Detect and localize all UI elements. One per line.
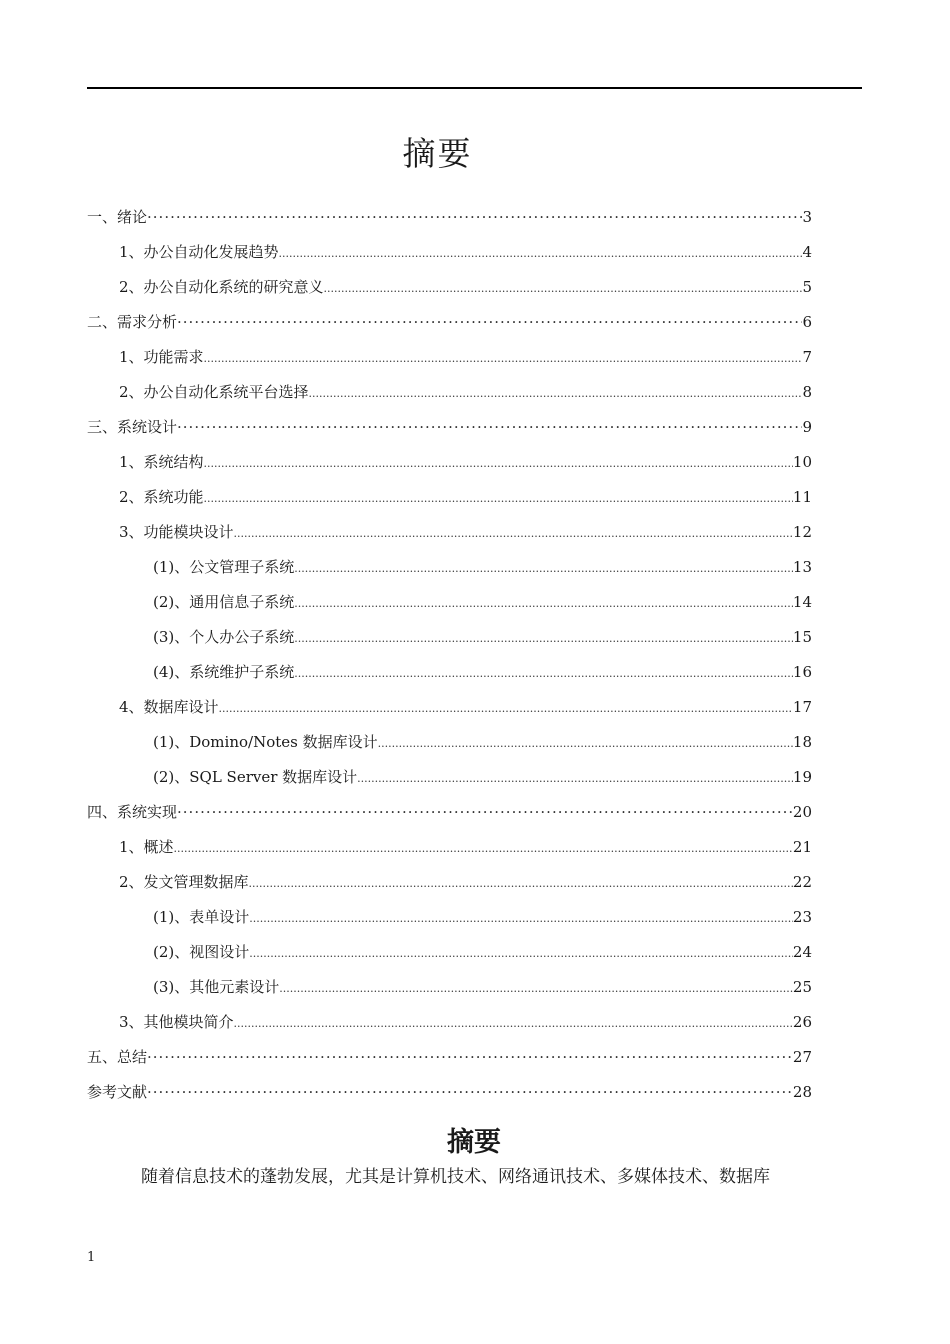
toc-entry-label: (1)、Domino/Notes 数据库设计 — [153, 733, 378, 751]
toc-leader-dots — [294, 620, 793, 656]
toc-entry-label: 五、总结 — [87, 1048, 148, 1066]
toc-entry[interactable] — [87, 830, 812, 865]
toc-entry[interactable] — [87, 340, 812, 375]
toc-entry-page: 25 — [792, 978, 812, 996]
toc-entry-page: 21 — [792, 838, 812, 856]
toc-entry-label: 2、办公自动化系统平台选择 — [119, 383, 309, 401]
header-rule — [87, 87, 862, 89]
toc-leader-dots — [177, 795, 793, 830]
toc-entry[interactable] — [87, 760, 812, 795]
page-number: 1 — [87, 1250, 96, 1265]
toc-entry[interactable] — [87, 480, 812, 515]
toc-entry-label: (1)、公文管理子系统 — [153, 558, 295, 576]
toc-entry-label: 1、办公自动化发展趋势 — [119, 243, 279, 261]
toc-leader-dots — [249, 865, 793, 901]
toc-leader-dots — [147, 200, 802, 235]
toc-leader-dots — [294, 655, 793, 691]
toc-entry-label: 4、数据库设计 — [119, 698, 219, 716]
toc-entry-label: 3、功能模块设计 — [119, 523, 234, 541]
toc-entry-label: 3、其他模块简介 — [119, 1013, 234, 1031]
toc-entry[interactable] — [87, 690, 812, 725]
toc-leader-dots — [378, 725, 793, 761]
toc-entry-label: 2、办公自动化系统的研究意义 — [119, 278, 324, 296]
toc-entry[interactable] — [87, 795, 812, 830]
toc-entry-page: 5 — [802, 278, 812, 296]
toc-entry-page: 10 — [792, 453, 812, 471]
toc-leader-dots — [147, 1075, 793, 1110]
toc-entry-page: 13 — [792, 558, 812, 576]
toc-entry-label: (2)、通用信息子系统 — [153, 593, 295, 611]
toc-leader-dots — [234, 1005, 793, 1041]
toc-entry-page: 11 — [792, 488, 812, 506]
toc-entry[interactable] — [87, 375, 812, 410]
toc-entry[interactable] — [87, 655, 812, 690]
toc-entry-label: (1)、表单设计 — [153, 908, 250, 926]
toc-leader-dots — [177, 305, 802, 340]
toc-entry[interactable] — [87, 1075, 812, 1110]
toc-leader-dots — [177, 410, 802, 445]
toc-entry-label: (3)、其他元素设计 — [153, 978, 280, 996]
toc-entry-label: 参考文献 — [87, 1083, 148, 1101]
toc-entry-page: 17 — [792, 698, 812, 716]
toc-leader-dots — [309, 375, 803, 411]
toc-entry[interactable] — [87, 550, 812, 585]
toc-entry-label: (2)、视图设计 — [153, 943, 250, 961]
toc-entry-page: 20 — [792, 803, 812, 821]
toc-leader-dots — [279, 235, 803, 271]
toc-leader-dots — [279, 970, 793, 1006]
toc-entry-label: 三、系统设计 — [87, 418, 178, 436]
toc-entry-page: 23 — [792, 908, 812, 926]
toc-leader-dots — [147, 1040, 793, 1075]
toc-entry[interactable] — [87, 620, 812, 655]
toc-entry[interactable] — [87, 935, 812, 970]
abstract-paragraph: 随着信息技术的蓬勃发展，尤其是计算机技术、网络通讯技术、多媒体技术、数据库 — [141, 1167, 770, 1187]
toc-entry[interactable] — [87, 900, 812, 935]
toc-leader-dots — [249, 935, 793, 971]
toc-leader-dots — [204, 445, 793, 481]
toc-entry-page: 8 — [802, 383, 812, 401]
toc-entry[interactable] — [87, 1040, 812, 1075]
toc-entry-label: 1、功能需求 — [119, 348, 204, 366]
toc-title: 摘要 — [402, 134, 473, 173]
toc-entry[interactable] — [87, 445, 812, 480]
toc-entry-page: 19 — [792, 768, 812, 786]
toc-entry-label: (2)、SQL Server 数据库设计 — [153, 768, 358, 786]
toc-leader-dots — [294, 585, 793, 621]
toc-entry-label: 2、发文管理数据库 — [119, 873, 249, 891]
toc-entry[interactable] — [87, 270, 812, 305]
toc-entry-page: 24 — [792, 943, 812, 961]
toc-entry-page: 28 — [792, 1083, 812, 1101]
toc-entry-page: 9 — [802, 418, 812, 436]
toc-leader-dots — [357, 760, 793, 796]
toc-entry[interactable] — [87, 725, 812, 760]
toc-entry[interactable] — [87, 970, 812, 1005]
toc-entry-label: 一、绪论 — [87, 208, 148, 226]
table-of-contents — [87, 200, 812, 1110]
toc-entry-page: 14 — [792, 593, 812, 611]
toc-entry-page: 18 — [792, 733, 812, 751]
toc-leader-dots — [234, 515, 793, 551]
toc-entry-page: 27 — [792, 1048, 812, 1066]
toc-entry[interactable] — [87, 515, 812, 550]
toc-entry-page: 3 — [802, 208, 812, 226]
toc-entry-page: 4 — [802, 243, 812, 261]
toc-leader-dots — [294, 550, 793, 586]
toc-leader-dots — [204, 480, 793, 516]
toc-entry[interactable] — [87, 585, 812, 620]
toc-entry-label: 2、系统功能 — [119, 488, 204, 506]
toc-entry-label: 四、系统实现 — [87, 803, 178, 821]
toc-leader-dots — [324, 270, 803, 306]
toc-entry-label: (4)、系统维护子系统 — [153, 663, 295, 681]
toc-entry[interactable] — [87, 1005, 812, 1040]
toc-entry-label: 1、概述 — [119, 838, 174, 856]
toc-entry-page: 12 — [792, 523, 812, 541]
abstract-title: 摘要 — [447, 1127, 501, 1158]
toc-entry[interactable] — [87, 200, 812, 235]
toc-leader-dots — [249, 900, 793, 936]
toc-entry-page: 26 — [792, 1013, 812, 1031]
toc-entry-page: 22 — [792, 873, 812, 891]
toc-entry-label: 二、需求分析 — [87, 313, 178, 331]
toc-entry[interactable] — [87, 410, 812, 445]
toc-entry-label: (3)、个人办公子系统 — [153, 628, 295, 646]
toc-leader-dots — [174, 830, 793, 866]
toc-leader-dots — [219, 690, 793, 726]
toc-entry-page: 16 — [792, 663, 812, 681]
toc-entry-page: 6 — [802, 313, 812, 331]
toc-entry-page: 7 — [802, 348, 812, 366]
toc-leader-dots — [204, 340, 803, 376]
toc-entry[interactable] — [87, 865, 812, 900]
toc-entry[interactable] — [87, 235, 812, 270]
toc-entry[interactable] — [87, 305, 812, 340]
toc-entry-label: 1、系统结构 — [119, 453, 204, 471]
toc-entry-page: 15 — [792, 628, 812, 646]
